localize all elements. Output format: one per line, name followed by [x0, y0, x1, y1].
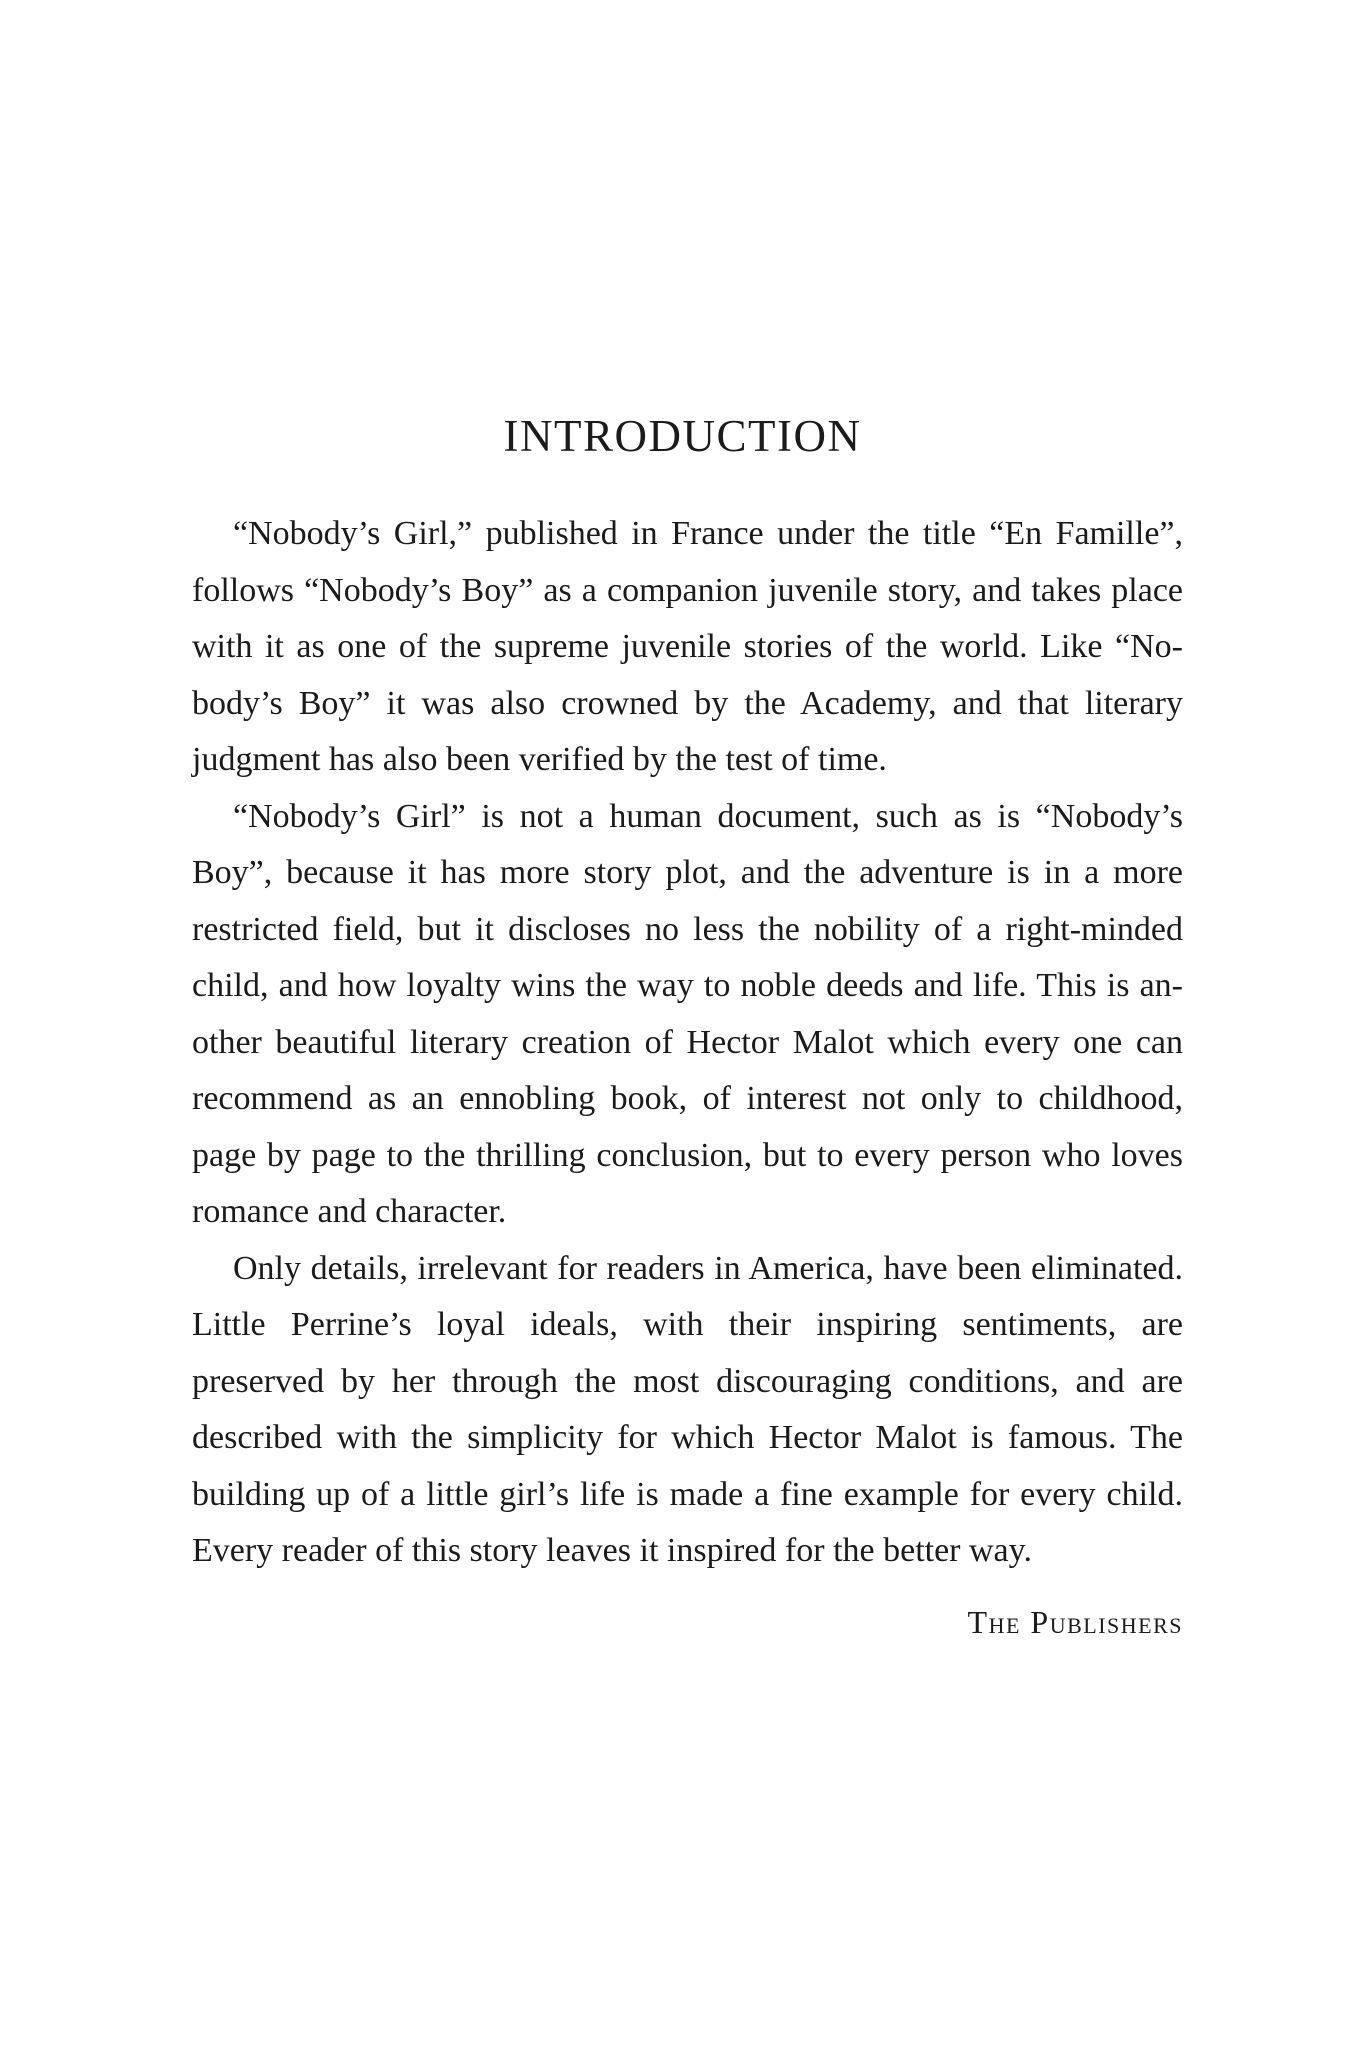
paragraph-1: “Nobody’s Girl,” published in France under the title “En Famille”, follows “Nobody’s Boy” as a companion juvenile story, and takes place with it as one of the supreme juvenile stories of the world. Like “Nobody’s Boy” it was also crowned by the Academy, and that literary judgment has also been verified by the test of time.	[192, 515, 1183, 778]
paragraph-3: Only details, irrelevant for readers in America, have been eliminated. Little Perrine’s loyal ideals, with their inspiring sentiments, are preserved by her through the most discouraging conditions, and are described with the simplicity for which Hector Malot is famous. The building up of a little girl’s life is made a fine example for every child. Every reader of this story leaves it inspired for the better way.	[192, 1249, 1183, 1569]
page-title: INTRODUCTION	[503, 411, 862, 461]
signature: The Publishers	[967, 1603, 1183, 1640]
introduction-body	[192, 506, 1183, 1650]
paragraph-2: “Nobody’s Girl” is not a human document, such as is “Nobody’s Boy”, because it has more story plot, and the adventure is in a more restricted field, but it discloses no less the nobility of a right-minded child, and how loyalty wins the way to noble deeds and life. This is another beautiful literary creation of Hector Malot which every one can recommend as an ennobling book, of interest not only to childhood, page by page to the thrilling conclusion, but to every person who loves romance and character.	[192, 797, 1183, 1230]
